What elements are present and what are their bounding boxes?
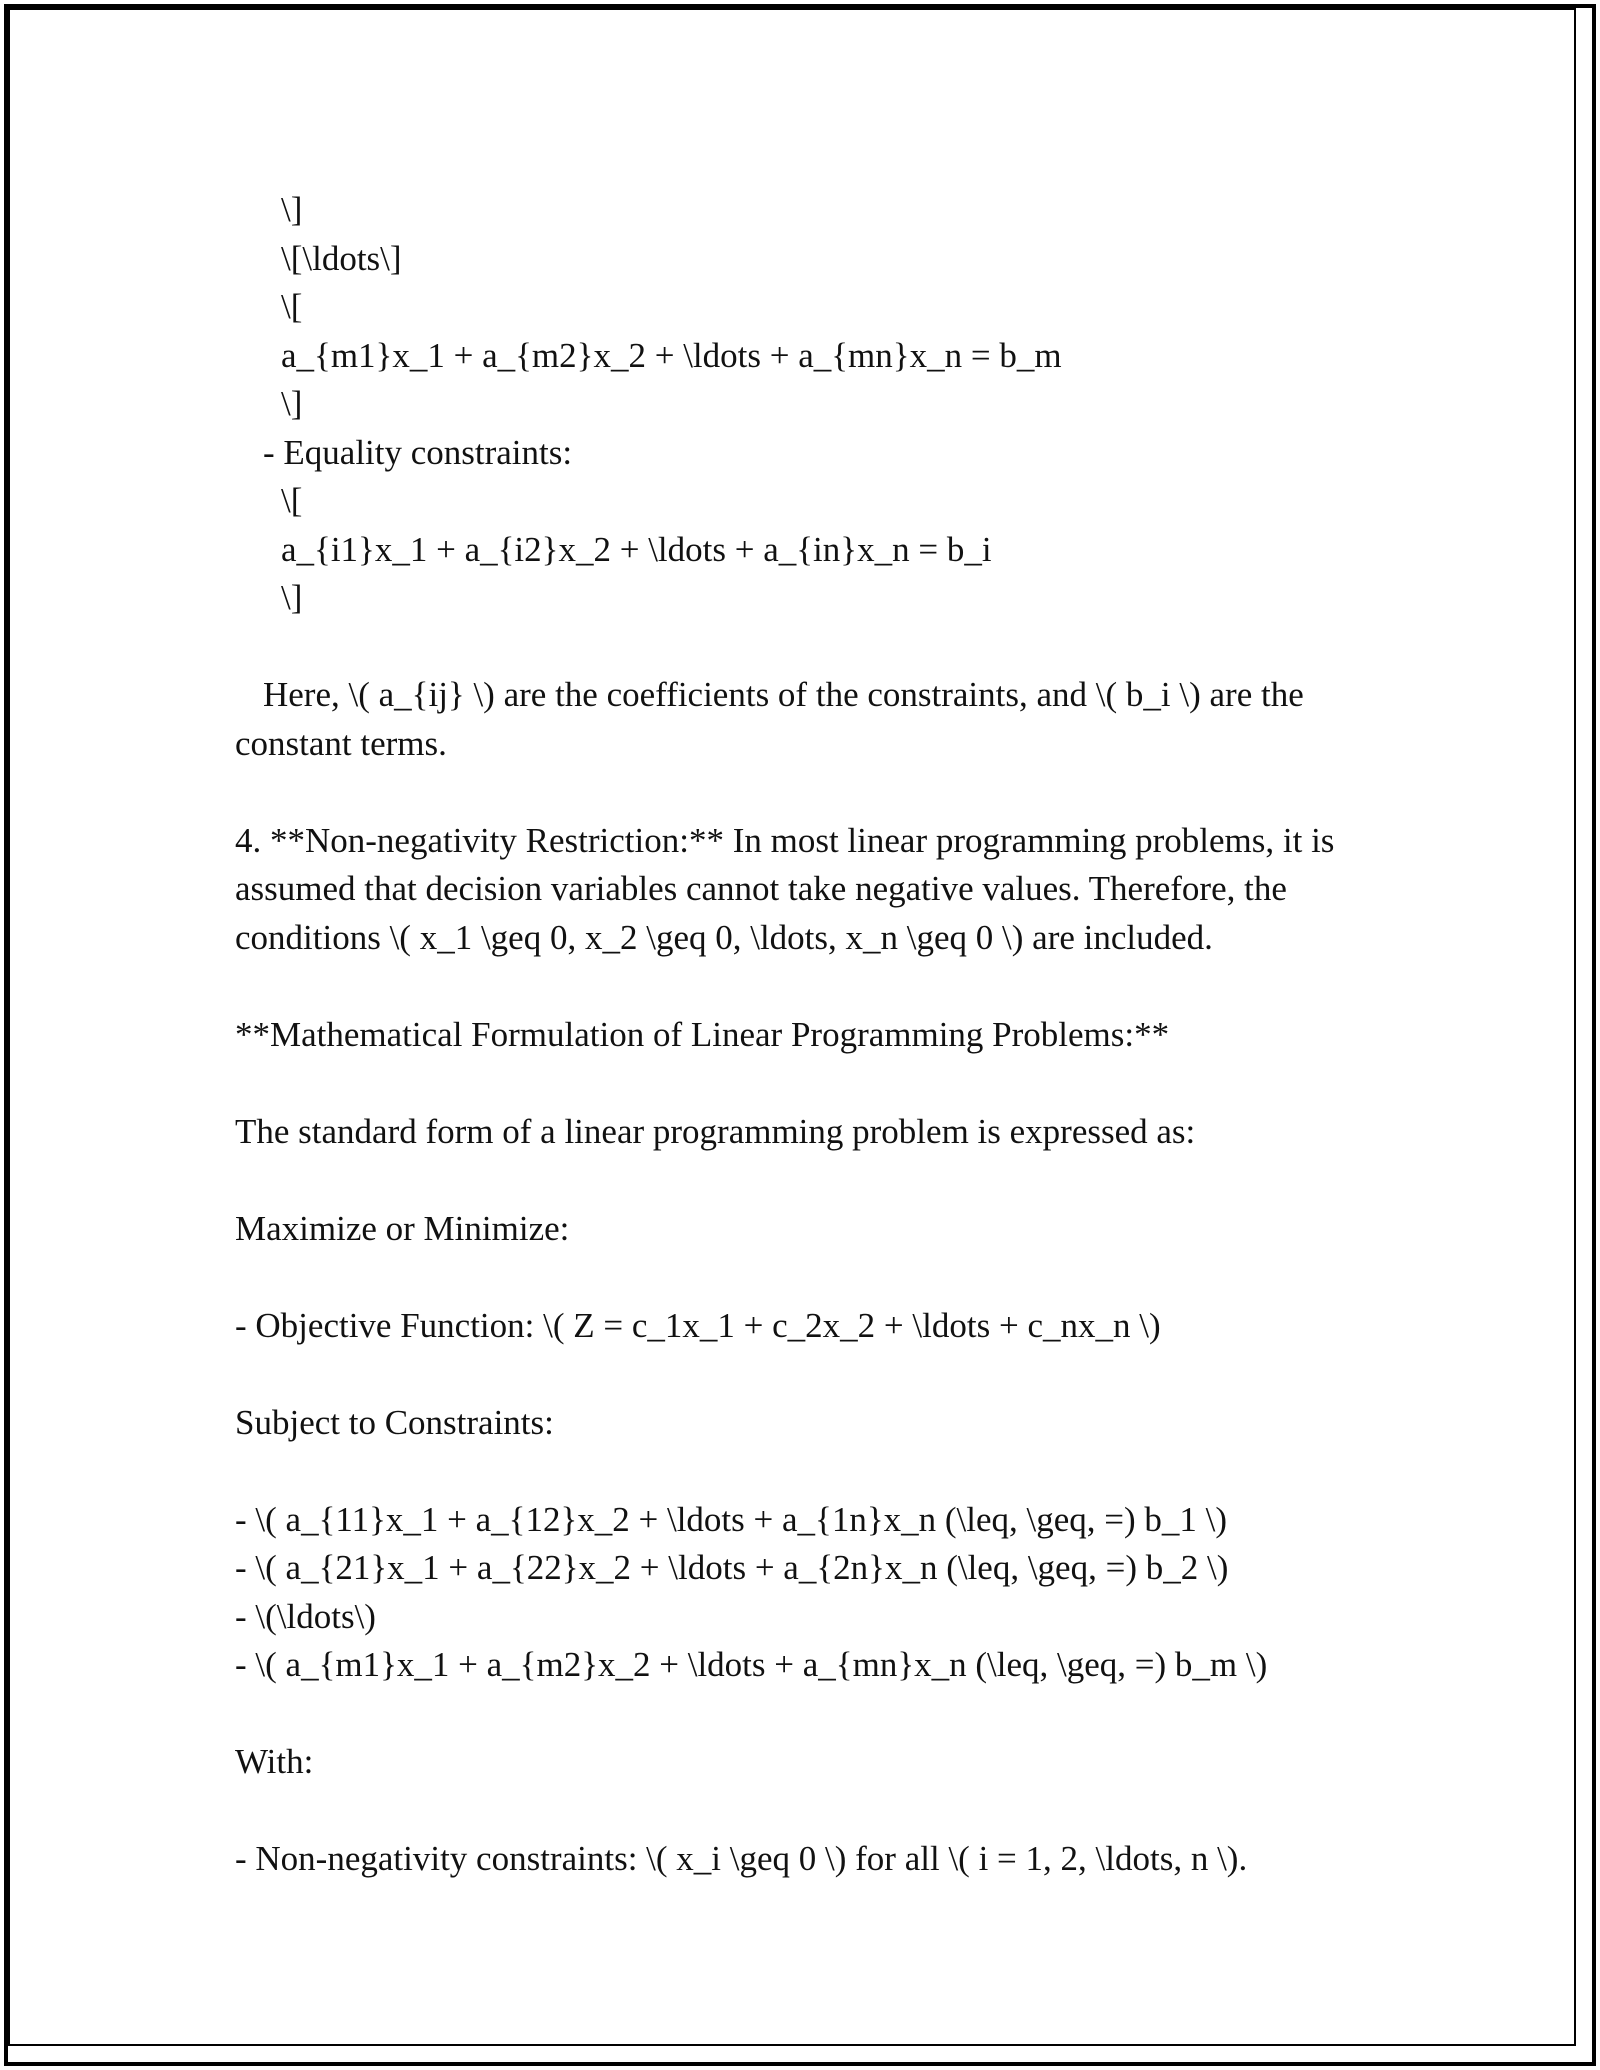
spacer xyxy=(235,623,1375,672)
spacer xyxy=(235,1059,1375,1108)
constraint-2: - \( a_{21}x_1 + a_{22}x_2 + \ldots + a_{2n}x_n (\leq, \geq, =) b_2 \) xyxy=(235,1548,1229,1587)
standard-form-text: The standard form of a linear programming problem is expressed as: xyxy=(235,1111,1196,1151)
math-open-bracket: \[ xyxy=(281,481,303,520)
spacer xyxy=(235,1350,1375,1399)
math-constraint-m: a_{m1}x_1 + a_{m2}x_2 + \ldots + a_{mn}x_n = b_m xyxy=(281,335,1062,375)
subject-to-text: Subject to Constraints: xyxy=(235,1402,554,1442)
spacer xyxy=(235,1156,1375,1205)
spacer xyxy=(235,768,1375,817)
math-ldots: \[\ldots\] xyxy=(281,238,402,278)
objective-function: - Objective Function: \( Z = c_1x_1 + c_2x_2 + \ldots + c_nx_n \) xyxy=(235,1305,1161,1345)
spacer xyxy=(235,1253,1375,1302)
math-close-bracket: \] xyxy=(281,190,303,229)
non-negativity-paragraph: 4. **Non-negativity Restriction:** In most linear programming problems, it is assumed that decision variables cannot take negative values. Therefore, the conditions \( x_1 \geq 0, x_2 \geq 0, \ldots, x_n \geq 0 \) are included. xyxy=(235,820,1335,957)
math-equality-constraint: a_{i1}x_1 + a_{i2}x_2 + \ldots + a_{in}x_n = b_i xyxy=(281,529,992,569)
coefficients-paragraph: Here, \( a_{ij} \) are the coefficients of the constraints, and \( b_i \) are the constant terms. xyxy=(235,675,1304,763)
math-close-bracket: \] xyxy=(281,578,303,617)
spacer xyxy=(235,1447,1375,1496)
constraint-ldots: - \(\ldots\) xyxy=(235,1596,376,1636)
equality-constraints-label: - Equality constraints: xyxy=(263,432,573,472)
maximize-text: Maximize or Minimize: xyxy=(235,1208,570,1248)
math-close-bracket: \] xyxy=(281,384,303,423)
formulation-heading: **Mathematical Formulation of Linear Programming Problems:** xyxy=(235,1014,1170,1054)
spacer xyxy=(235,1690,1375,1739)
spacer xyxy=(235,1787,1375,1836)
math-open-bracket: \[ xyxy=(281,287,303,326)
non-negativity-constraints: - Non-negativity constraints: \( x_i \geq 0 \) for all \( i = 1, 2, \ldots, n \). xyxy=(235,1839,1248,1878)
constraint-1: - \( a_{11}x_1 + a_{12}x_2 + \ldots + a_{1n}x_n (\leq, \geq, =) b_1 \) xyxy=(235,1499,1228,1539)
constraint-m: - \( a_{m1}x_1 + a_{m2}x_2 + \ldots + a_{mn}x_n (\leq, \geq, =) b_m \) xyxy=(235,1645,1268,1684)
with-text: With: xyxy=(235,1742,314,1781)
spacer xyxy=(235,962,1375,1011)
document-content xyxy=(235,186,1375,1884)
